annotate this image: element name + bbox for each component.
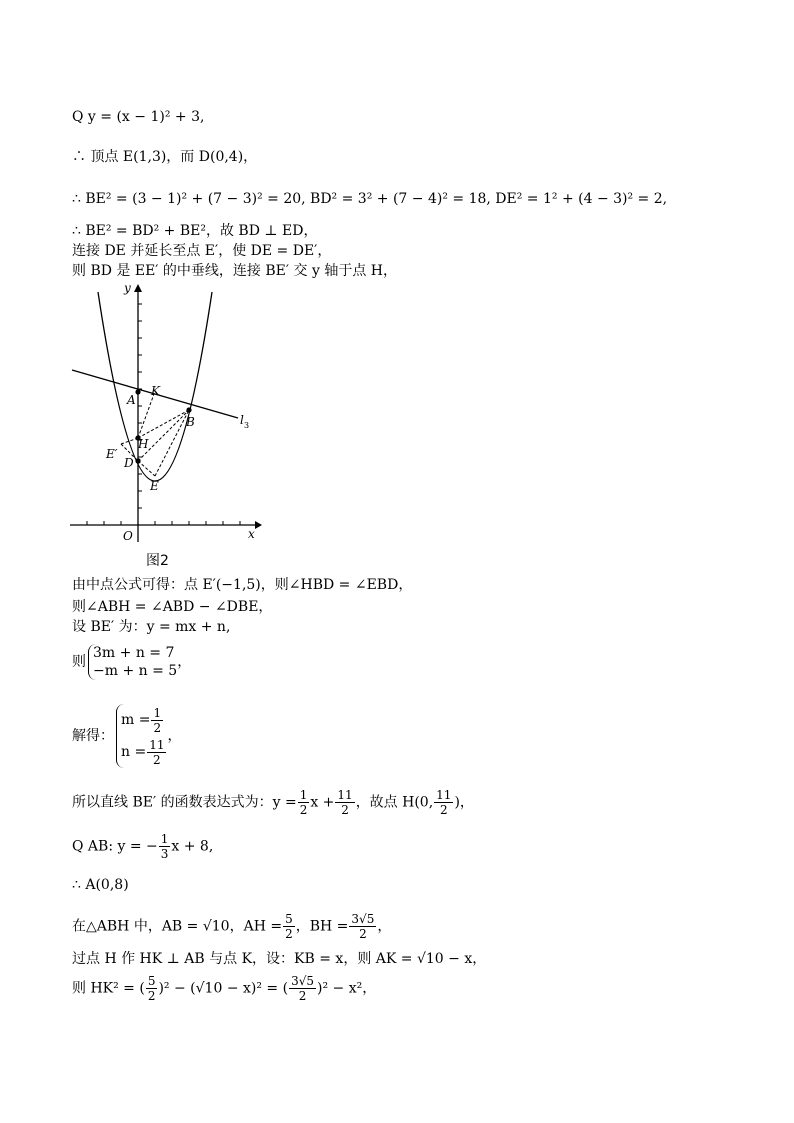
- line-17: 则 HK² = ( $\frac{5}{2}$ )² − (√10 − x)² = ( $\frac{3√5}{2}$ )² − x²，: [72, 974, 377, 1003]
- label-o: O: [123, 529, 133, 543]
- line-5: 连接 DE 并延长至点 E′，使 DE = DE′，: [72, 243, 332, 259]
- line-12: 所以直线 BE′ 的函数表达式为：y = $\frac{1}{2}$ x + $\frac{11}{2}$ ，故点 H(0, $\frac{11}{2}$ )，: [72, 788, 474, 817]
- label-k: K: [151, 384, 160, 398]
- line-10: 则 3m + n = 7 −m + n = 5 ，: [72, 645, 192, 679]
- line-8: 则∠ABH = ∠ABD − ∠DBE，: [72, 599, 273, 615]
- figure-caption: 图2: [146, 553, 169, 569]
- line-1: Q y = (x − 1)² + 3,: [72, 109, 205, 125]
- point-d: [135, 458, 140, 463]
- label-e-prime: E′: [106, 447, 118, 461]
- line-13: Q AB: y = − $\frac{1}{3}$ x + 8,: [72, 832, 214, 861]
- label-l3: l: [240, 413, 244, 427]
- line-7: 由中点公式可得：点 E′(−1,5)，则∠HBD = ∠EBD，: [72, 577, 413, 593]
- label-a: A: [127, 393, 136, 407]
- parabola-figure: [70, 280, 270, 545]
- label-h: H: [138, 437, 149, 451]
- line-4: ∴ BE² = BD² + BE²，故 BD ⊥ ED，: [72, 223, 318, 239]
- line-11: 解得： m = $\frac{1}{2}$ n = $\frac{11}{2}$ ，: [72, 705, 182, 767]
- line-14: ∴ A(0,8): [72, 877, 129, 893]
- label-x: x: [248, 527, 255, 541]
- line-6: 则 BD 是 EE′ 的中垂线，连接 BE′ 交 y 轴于点 H，: [72, 263, 397, 279]
- equation-system-2: m = $\frac{1}{2}$ n = $\frac{11}{2}$: [116, 704, 167, 768]
- equation-system-1: 3m + n = 7 −m + n = 5: [88, 644, 177, 680]
- line-16: 过点 H 作 HK ⊥ AB 与点 K，设：KB = x，则 AK = √10 − x，: [72, 951, 487, 967]
- label-e: E: [150, 479, 159, 493]
- y-axis-arrow-icon: [134, 284, 142, 292]
- label-l3-sub: 3: [244, 421, 250, 430]
- line-15: 在△ABH 中，AB = √10，AH = $\frac{5}{2}$ ，BH = $\frac{3√5}{2}$ ，: [72, 912, 392, 941]
- line-9: 设 BE′ 为：y = mx + n,: [72, 619, 231, 635]
- line-2: ∴ 顶点 E(1,3)，而 D(0,4)，: [72, 149, 258, 165]
- point-a: [135, 389, 140, 394]
- label-y: y: [124, 281, 131, 295]
- label-d: D: [124, 456, 134, 470]
- x-axis-arrow-icon: [255, 521, 262, 529]
- point-b: [186, 407, 191, 412]
- label-b: B: [186, 415, 195, 429]
- line-3: ∴ BE² = (3 − 1)² + (7 − 3)² = 20, BD² = 3² + (7 − 4)² = 18, DE² = 1² + (4 − 3)² = 2,: [72, 191, 668, 207]
